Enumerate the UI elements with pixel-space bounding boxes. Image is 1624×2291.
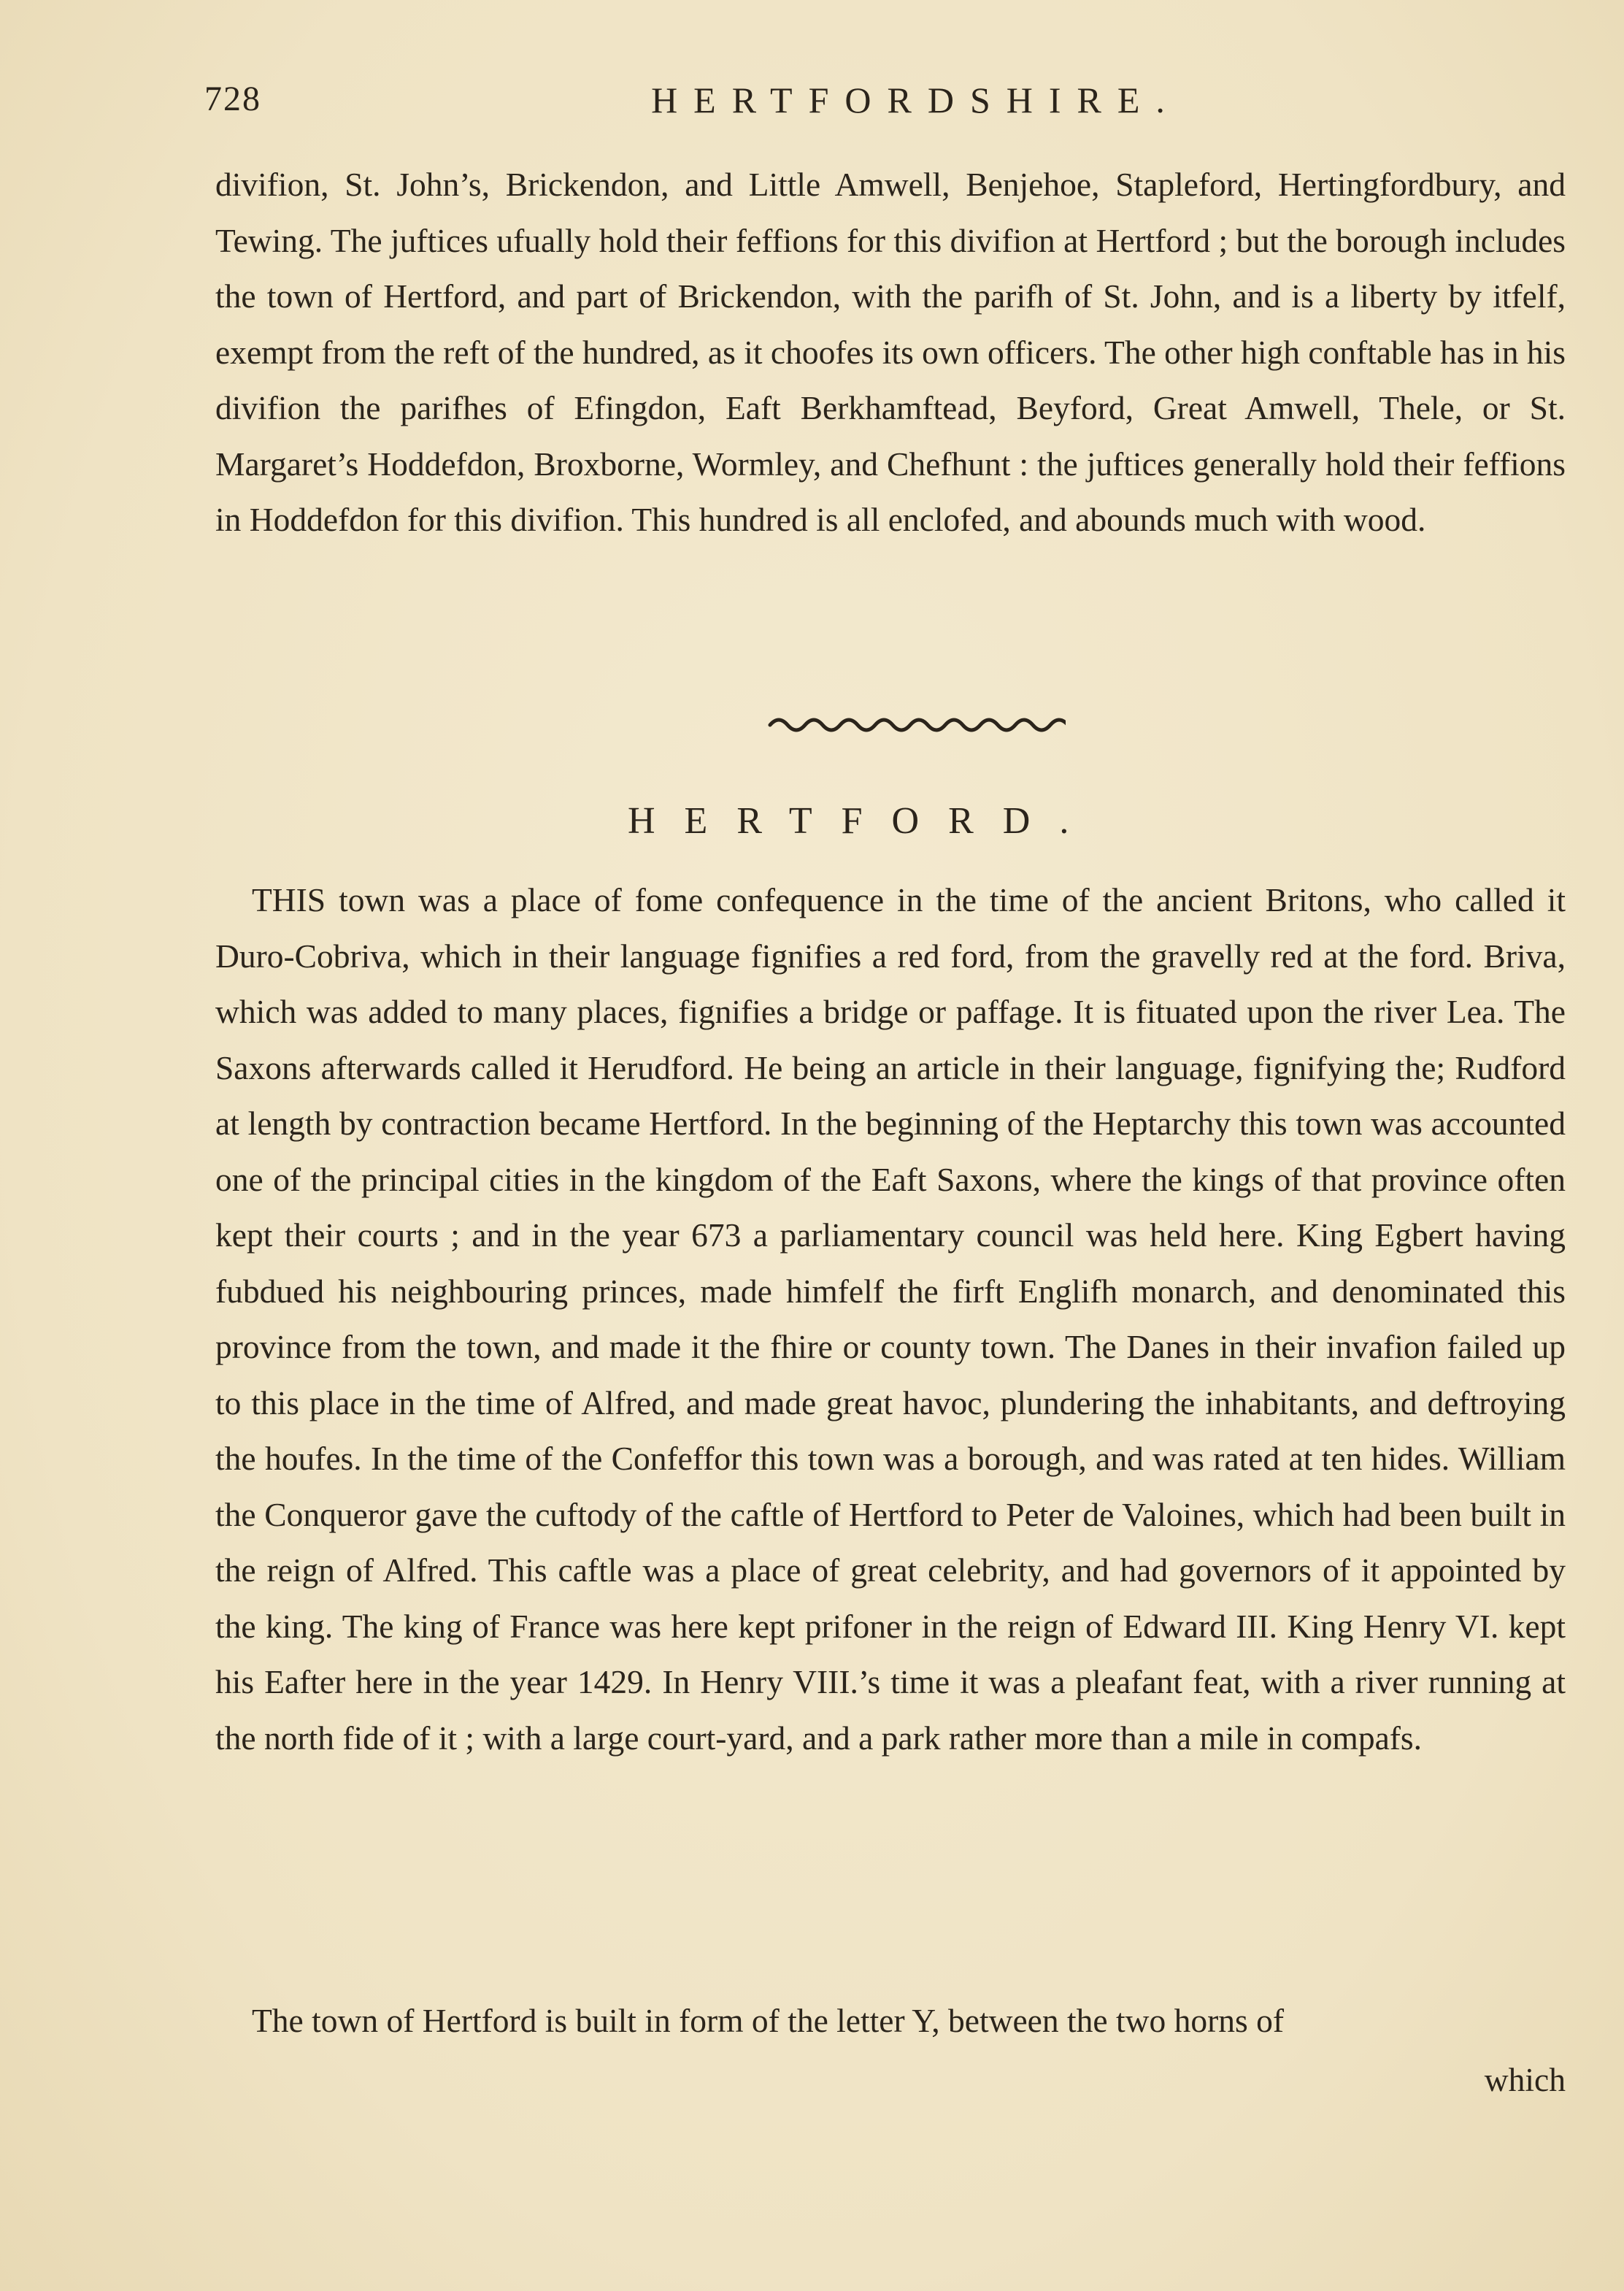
paragraph-hertford-history: THIS town was a place of fome confequence in the time of the ancient Britons, who called it Duro-Cobriva, which in their language fignifies a red ford, from the gravelly red at the ford. Briva, which was added to many places, fignifies a bridge or paffage. It is fituated upon the river Lea. The Saxons afterwards called it Herudford. He being an article in their language, fignifying the; Rudford at length by contraction became Hertford. In the beginning of the Heptarchy this town was accounted one of the principal cities in the kingdom of the Eaft Saxons, where the kings of that province often kept their courts ; and in the year 673 a parliamentary council was held here. King Egbert having fubdued his neighbouring princes, made himfelf the firft Englifh monarch, and denominated this province from the town, and made it the fhire or county town. The Danes in their invafion failed up to this place in the time of Alfred, and made great havoc, plundering the inhabitants, and deftroying the houfes. In the time of the Confeffor this town was a borough, and was rated at ten hides. William the Conqueror gave the cuftody of the caftle of Hertford to Peter de Valoines, which had been built in the reign of Alfred. This caftle was a place of great celebrity, and had governors of it appointed by the king. The king of France was here kept prifoner in the reign of Edward III. King Henry VI. kept his Eafter here in the year 1429. In Henry VIII.’s time it was a pleafant feat, with a river running at the north fide of it ; with a large court-yard, and a park rather more than a mile in compafs. bbox=[215, 881, 1566, 1757]
page-number: 728 bbox=[204, 80, 261, 118]
running-title: HERTFORDSHIRE. bbox=[651, 80, 1181, 120]
catchword: which bbox=[1484, 2061, 1566, 2098]
paragraph-town-layout: The town of Hertford is built in form of the letter Y, between the two horns of bbox=[252, 2002, 1284, 2039]
section-title: HERTFORD. bbox=[628, 800, 1098, 842]
paragraph-hundred-divisions: divifion, St. John’s, Brickendon, and Little Amwell, Benjehoe, Stapleford, Hertingfordbury, and Tewing. The juftices ufually hold their feffions for this divifion at Hertford ; but the borough includes the town of Hertford, and part of Brickendon, with the parifh of St. John, and is a liberty by itfelf, exempt from the reft of the hundred, as it choofes its own officers. The other high conftable has in his divifion the parifhes of Efingdon, Eaft Berkhamftead, Beyford, Great Amwell, Thele, or St. Margaret’s Hoddefdon, Broxborne, Wormley, and Chefhunt : the juftices generally hold their feffions in Hoddefdon for this divifion. This hundred is all enclofed, and abounds much with wood. bbox=[215, 166, 1566, 538]
page-header bbox=[168, 79, 1569, 130]
decorative-rule-icon bbox=[766, 712, 1066, 734]
